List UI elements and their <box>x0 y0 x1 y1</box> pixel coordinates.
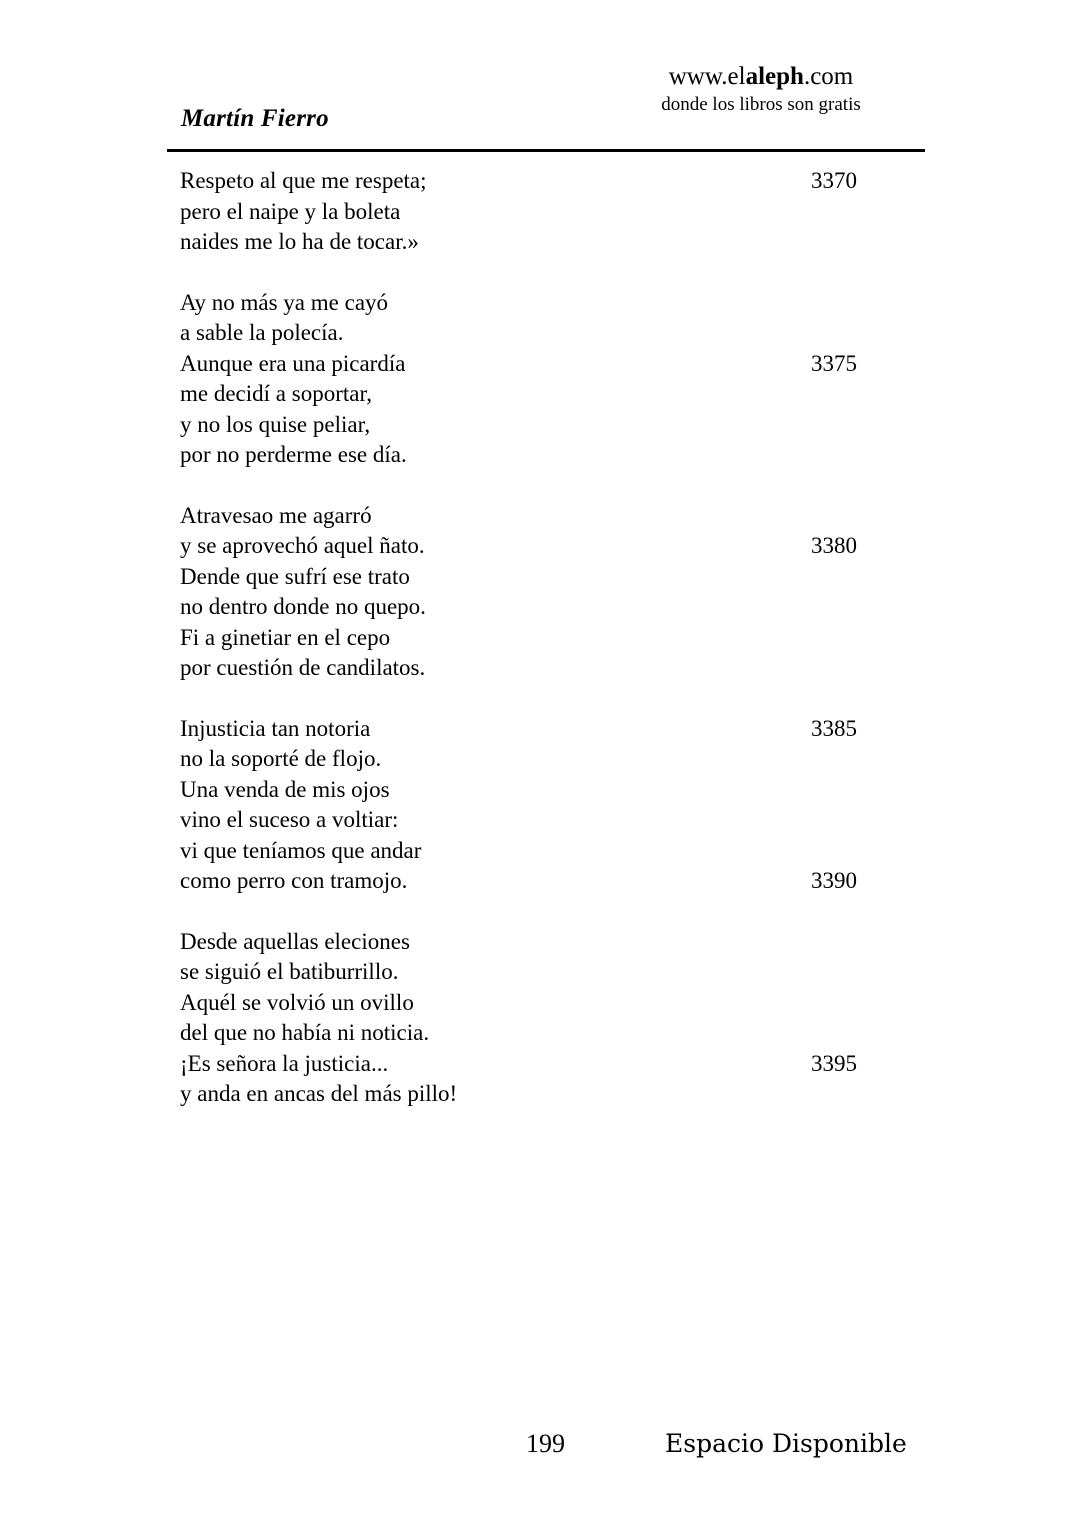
verse-line <box>180 318 880 349</box>
verse-line-number: 3385 <box>811 715 857 741</box>
verse-line <box>180 288 880 319</box>
stanza <box>180 927 880 1110</box>
verse-line <box>180 1018 880 1049</box>
verse-line <box>180 988 880 1019</box>
verse-text: Injusticia tan notoria <box>180 715 371 741</box>
verse-line <box>180 379 880 410</box>
verse-text: Atravesao me agarró <box>180 502 372 528</box>
verse-text: vi que teníamos que andar <box>180 837 422 863</box>
verse-text: no dentro donde no quepo. <box>180 594 426 619</box>
verse-text: y no los quise peliar, <box>180 411 371 437</box>
poem-body <box>180 166 880 1110</box>
verse-line <box>180 349 880 380</box>
imprint-url-suffix: .com <box>803 63 854 90</box>
header-rule <box>167 149 925 152</box>
page-footer <box>0 1424 1080 1470</box>
page-number: 199 <box>526 1429 565 1458</box>
footer-note: Espacio Disponible <box>665 1429 907 1458</box>
verse-line <box>180 440 880 471</box>
verse-text: a sable la polecía. <box>180 320 344 345</box>
verse-line <box>180 957 880 988</box>
verse-text: Respeto al que me respeta; <box>180 168 427 193</box>
stanza <box>180 288 880 471</box>
stanza <box>180 501 880 684</box>
imprint-url <box>611 62 911 92</box>
imprint-url-prefix: www.el <box>668 63 746 90</box>
verse-line-number: 3390 <box>811 868 857 893</box>
verse-line <box>180 1079 880 1110</box>
verse-line <box>180 562 880 593</box>
verse-line <box>180 410 880 441</box>
verse-line <box>180 592 880 623</box>
verse-line <box>180 866 880 897</box>
imprint-block <box>611 62 911 118</box>
verse-text: Ay no más ya me cayó <box>180 289 389 315</box>
verse-text: pero el naipe y la boleta <box>180 198 401 224</box>
verse-line <box>180 197 880 228</box>
verse-line <box>180 1049 880 1080</box>
verse-line-number: 3380 <box>811 533 857 558</box>
book-title: Martín Fierro <box>181 105 329 132</box>
imprint-url-brand: aleph <box>745 63 804 90</box>
stanza <box>180 714 880 897</box>
verse-text: no la soporté de flojo. <box>180 746 382 771</box>
verse-line <box>180 927 880 958</box>
verse-text: me decidí a soportar, <box>180 381 372 406</box>
verse-line <box>180 227 880 258</box>
verse-text: del que no había ni noticia. <box>180 1020 430 1045</box>
verse-text: y anda en ancas del más pillo! <box>180 1081 458 1106</box>
verse-text: Dende que sufrí ese trato <box>180 563 410 589</box>
verse-line <box>180 166 880 197</box>
verse-text: como perro con tramojo. <box>180 868 408 893</box>
verse-line <box>180 531 880 562</box>
verse-line-number: 3375 <box>811 350 857 376</box>
verse-text: y se aprovechó aquel ñato. <box>180 533 425 558</box>
imprint-tagline: donde los libros son gratis <box>661 94 861 115</box>
verse-text: Fi a ginetiar en el cepo <box>180 624 391 650</box>
verse-text: por no perderme ese día. <box>180 442 407 467</box>
verse-line <box>180 623 880 654</box>
verse-line <box>180 653 880 684</box>
verse-line <box>180 744 880 775</box>
verse-line-number: 3370 <box>811 168 857 193</box>
verse-line <box>180 775 880 806</box>
verse-text: ¡Es señora la justicia... <box>180 1050 389 1076</box>
running-head <box>167 62 925 142</box>
verse-text: Una venda de mis ojos <box>180 776 390 802</box>
verse-line-number: 3395 <box>811 1050 857 1076</box>
verse-text: vino el suceso a voltiar: <box>180 807 399 832</box>
verse-text: se siguió el batiburrillo. <box>180 959 399 984</box>
verse-line <box>180 714 880 745</box>
verse-text: por cuestión de candilatos. <box>180 655 426 680</box>
stanza <box>180 166 880 258</box>
verse-text: Aquél se volvió un ovillo <box>180 989 414 1015</box>
verse-text: Aunque era una picardía <box>180 350 406 376</box>
verse-line <box>180 805 880 836</box>
verse-text: Desde aquellas eleciones <box>180 928 410 954</box>
verse-line <box>180 836 880 867</box>
verse-text: naides me lo ha de tocar.» <box>180 229 419 254</box>
verse-line <box>180 501 880 532</box>
